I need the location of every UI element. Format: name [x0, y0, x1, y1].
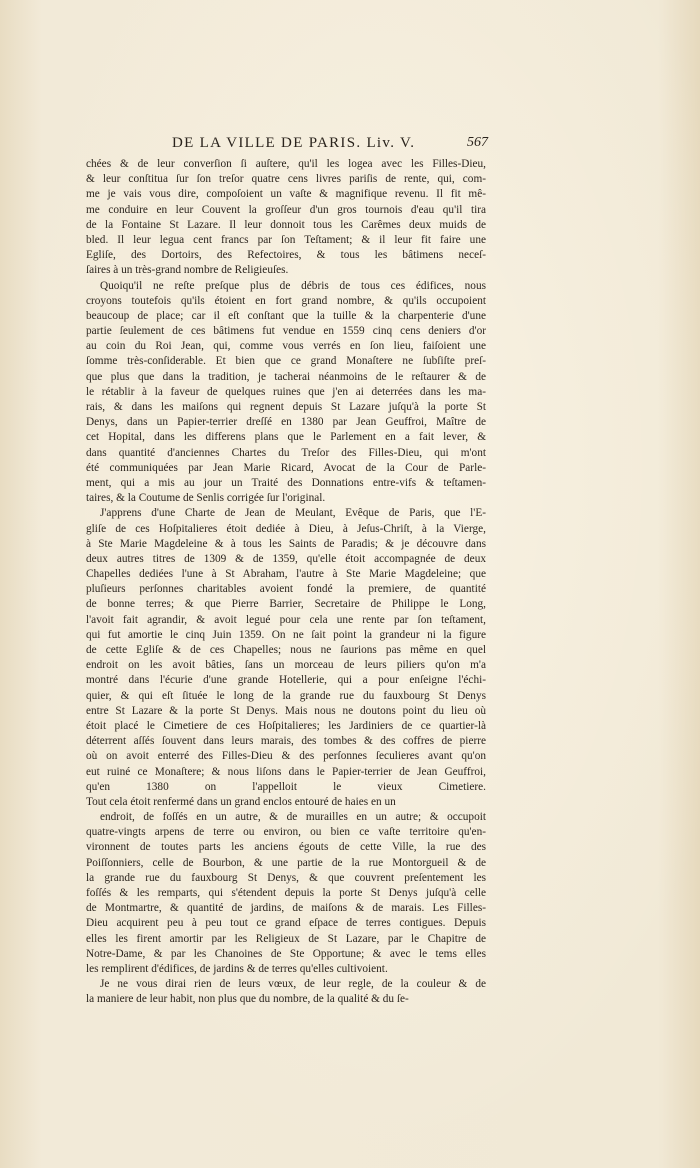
text-line: ſomme très-conſiderable. Et bien que ce grand Monaſtere ne ſubſiſte preſ- [86, 355, 486, 368]
text-line: me je vais vous dire, compoſoient un vaſte & magnifique revenu. Il fit mê- [86, 188, 486, 201]
text-line: endroit, de foſſés en un autre, & de murailles en un autre; & occupoit [100, 811, 486, 824]
text-line: étoit placé le Cimetiere de ces Hoſpitalieres; les Jardiniers de ce quartier-là [86, 719, 486, 732]
text-line: Quoiqu'il ne reſte preſque plus de débris de tous ces édifices, nous [100, 279, 486, 292]
text-line: Tout cela étoit renfermé dans un grand enclos entouré de haies en un [86, 795, 396, 808]
text-line: de Montmartre, & quantité de jardins, de maiſons & de marais. Les Filles- [86, 902, 486, 915]
text-line: vironnent de toutes parts les anciens égouts de cette Ville, la rue des [86, 841, 486, 854]
text-line: dans quantité d'anciennes Chartes du Treſor des Filles-Dieu, qui m'ont [86, 446, 486, 459]
text-line: croyons toutefois qu'ils étoient en fort grand nombre, & qu'ils occupoient [86, 294, 486, 307]
text-line: les remplirent d'édifices, de jardins & de terres qu'elles cultivoient. [86, 962, 388, 975]
text-line: elles les firent amortir par les Religieux de St Lazare, par le Chapitre de [86, 932, 486, 945]
text-line: & leur conſtitua ſur ſon treſor quatre cens livres pariſis de rente, qui, com- [86, 173, 486, 186]
text-line: beaucoup de place; car il eſt conſtant que la tuille & la charpenterie d'une [86, 309, 486, 322]
text-line: chées & de leur converſion ſi auſtere, qu'il les logea avec les Filles-Dieu, [86, 158, 486, 170]
text-line: endroit on les avoit bâties, ſans un morceau de leurs piliers qu'on m'a [86, 659, 486, 672]
text-line: quatre-vingts arpens de terre ou environ, ou bien ce vaſte territoire qu'en- [86, 826, 486, 839]
text-line: montré dans l'écurie d'une grande Hotellerie, qui a pour enſeigne l'échi- [86, 674, 486, 687]
text-line: le rétablir à la faveur de quelques ruines que j'en ai deterrées dans les ma- [86, 385, 486, 398]
text-line: de la Fontaine St Lazare. Il leur donnoit tous les Carêmes deux muids de [86, 218, 486, 231]
text-line: la grande rue du fauxbourg St Denys, & que couvrent preſentement les [86, 871, 486, 884]
text-line: pluſieurs perſonnes charitables avoient fondé la premiere, de quantité [86, 583, 486, 596]
text-line: gliſe de ces Hoſpitalieres étoit dediée à Dieu, à Jeſus-Chriſt, à la Vierge, [86, 522, 486, 535]
text-line: cet Hopital, dans les differens plans que le Parlement en a fait lever, & [86, 431, 486, 444]
text-line: Egliſe, des Dortoirs, des Refectoires, & tous les bâtimens neceſ- [86, 249, 486, 262]
text-line: ment, qui a mis au jour un Traité des Donnations entre-vifs & teſtamen- [86, 476, 486, 489]
text-line: foſſés & les remparts, qui s'étendent depuis la porte St Denys juſqu'à celle [86, 887, 486, 899]
text-line: déterrent aſſés ſouvent dans leurs marais, des tombes & des coffres de pierre [86, 735, 486, 748]
text-line: deux autres titres de 1309 & de 1359, qu'elle étoit accompagnée de deux [86, 552, 486, 565]
text-line: quier, & qui eſt ſituée le long de la grande rue du fauxbourg St Denys [86, 689, 486, 702]
text-line: qu'en 1380 on l'appelloit le vieux Cimetiere. [86, 780, 486, 793]
text-line: Je ne vous dirai rien de leurs vœux, de leur regle, de la couleur & de [100, 978, 486, 991]
text-line: Denys, dans un Papier-terrier dreſſé en 1380 par Jean Geuffroi, Maître de [86, 416, 486, 429]
text-line: eut ruiné ce Monaſtere; & nous liſons dans le Papier-terrier de Jean Geuffroi, [86, 765, 486, 778]
text-line: rais, & dans les maiſons qui regnent depuis St Lazare juſqu'à la porte St [86, 401, 486, 413]
text-line: ſaires à un très-grand nombre de Religieuſes. [86, 264, 289, 277]
text-line: Notre-Dame, & par les Chanoines de Ste Opportune; & avec le tems elles [86, 947, 486, 960]
running-title: DE LA VILLE DE PARIS. Liv. V. [172, 135, 416, 151]
text-line: Poiſſonniers, celle de Bourbon, & une partie de la rue Montorgueil & de [86, 856, 486, 869]
text-line: J'apprens d'une Charte de Jean de Meulant, Evêque de Paris, que l'E- [100, 507, 486, 520]
text-line: qui fut amortie le cinq Juin 1359. On ne ſait point la grandeur ni la figure [86, 628, 486, 641]
body-text [86, 157, 486, 1008]
text-line: été communiquées par Jean Marie Ricard, Avocat de la Cour de Parle- [86, 461, 486, 474]
text-line: de cette Egliſe & de ces Chapelles; nous ne ſaurions pas même en quel [86, 644, 486, 656]
text-line: Dieu acquirent peu à peu tout ce grand eſpace de terres contigues. Depuis [86, 917, 486, 930]
text-line: que plus que dans la tradition, je tacherai néanmoins de le reſtaurer & de [86, 370, 486, 383]
text-line: à Ste Marie Magdeleine & à tous les Saints de Paradis; & je découvre dans [86, 537, 486, 550]
text-line: où on avoit enterré des Filles-Dieu & des perſonnes ſeculieres avant qu'on [86, 750, 486, 763]
text-line: partie ſeulement de ces bâtimens fut vendue en 1559 cinq cens deniers d'or [86, 325, 486, 338]
page-header [172, 135, 488, 155]
text-line: me conduire en leur Couvent la groſſeur d'un gros tournois d'eau qu'il tira [86, 203, 486, 216]
text-line: Chapelles dediées l'une à St Abraham, l'autre à Ste Marie Magdeleine; que [86, 568, 486, 581]
text-line: entre St Lazare & la porte St Denys. Mais nous ne doutons point du lieu où [86, 704, 486, 717]
text-line: taires, & la Coutume de Senlis corrigée ſur l'original. [86, 492, 326, 505]
text-line: l'avoit fait agrandir, & avoit legué pour cela une rente par ſon teſtament, [86, 613, 486, 626]
text-line: au coin du Roi Jean, qui, comme vous verrés en ſon lieu, faiſoient une [86, 340, 486, 353]
page-number: 567 [467, 135, 488, 150]
text-line: la maniere de leur habit, non plus que du nombre, de la qualité & du ſe- [86, 993, 409, 1006]
text-line: de bonne terres; & que Pierre Barrier, Secretaire de Philippe le Long, [86, 598, 486, 611]
text-line: bled. Il leur legua cent francs par ſon Teſtament; & il leur fit faire une [86, 233, 486, 246]
